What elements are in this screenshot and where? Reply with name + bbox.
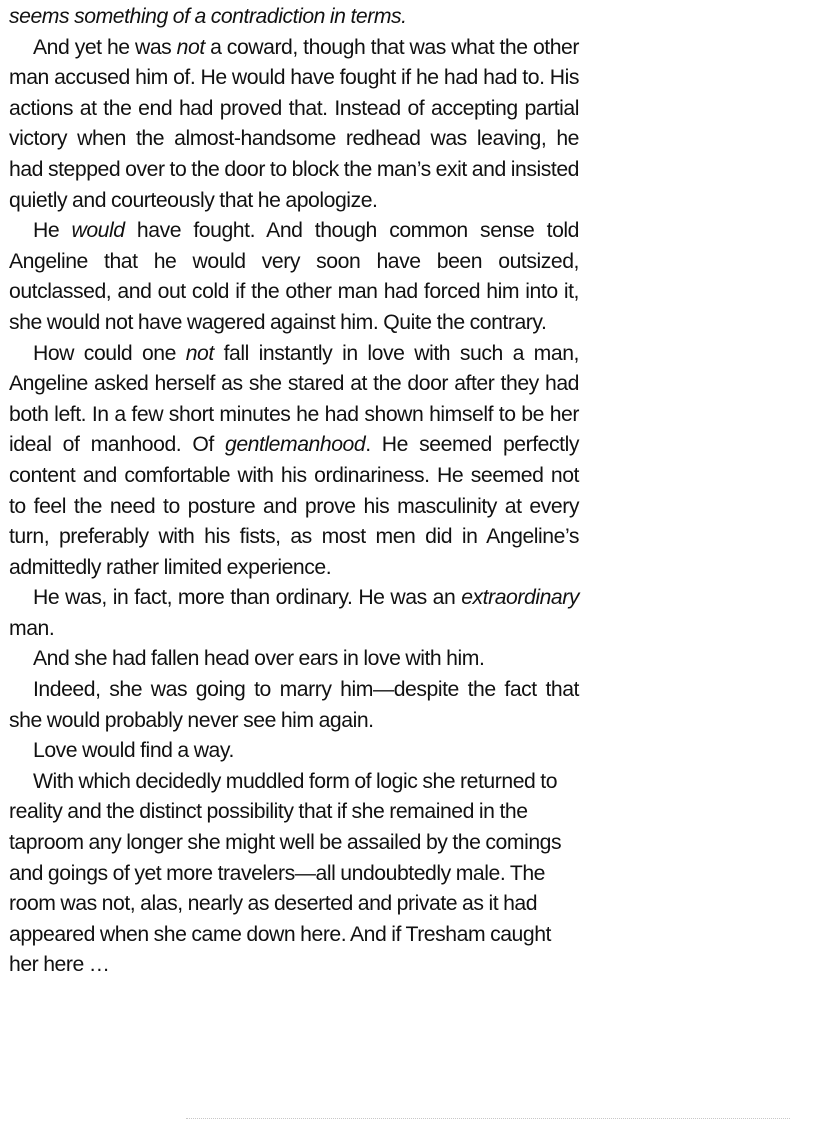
italic-run: not <box>176 35 205 59</box>
paragraph <box>9 339 579 584</box>
italic-run: extraordinary <box>461 586 579 610</box>
paragraph <box>9 583 579 644</box>
page-bottom-divider <box>186 1118 790 1119</box>
italic-run: seems something of a contradiction in terms. <box>9 5 407 28</box>
text-run: Love would find a way. <box>33 739 234 763</box>
paragraph <box>9 2 579 33</box>
italic-run: would <box>71 219 125 243</box>
paragraph <box>9 644 579 675</box>
text-run: Indeed, she was going to marry him—despite the fact that she would probably never see him again. <box>9 678 579 732</box>
text-run: How could one <box>33 341 186 365</box>
paragraph <box>9 767 579 981</box>
italic-run: not <box>185 341 214 365</box>
paragraph <box>9 736 579 767</box>
text-run: With which decidedly muddled form of logic she returned to reality and the distinct possibility that if she remained in the taproom any longer she might well be assailed by the comings and goings of yet more travelers—all undoubtedly male. The room was not, alas, nearly as deserted and private as it had appeared when she came down here. And if Tresham caught her here … <box>9 769 562 977</box>
paragraph <box>9 33 579 217</box>
text-run: fall instantly in love with such a man, Angeline asked herself as she stared at the door after they had both left. In a few short minutes he had shown himself to be her ideal of manhood. Of <box>9 341 579 457</box>
text-run: . He seemed perfectly content and comfortable with his ordinariness. He seemed not to feel the need to posture and prove his masculinity at every turn, preferably with his fists, as most men did in Angeline’s admittedly rather limited experience. <box>9 433 579 579</box>
text-run: He was, in fact, more than ordinary. He was an <box>33 586 462 610</box>
book-page-text <box>9 2 579 981</box>
paragraph <box>9 216 579 338</box>
paragraph <box>9 675 579 736</box>
text-run: And she had fallen head over ears in love with him. <box>33 647 485 671</box>
text-run: a coward, though that was what the other man accused him of. He would have fought if he had had to. His actions at the end had proved that. Instead of accepting partial victory when the almost-handsome redhead was leaving, he had stepped over to the door to block the man’s exit and insisted quietly and courteously that he apologize. <box>9 35 579 212</box>
text-run: He <box>33 219 72 243</box>
text-run: And yet he was <box>33 35 177 59</box>
italic-run: gentlemanhood <box>224 433 366 457</box>
text-run: man. <box>9 616 55 640</box>
text-run: have fought. And though common sense told Angeline that he would very soon have been outsized, outclassed, and out cold if the other man had forced him into it, she would not have wagered against him. Quite the contrary. <box>9 219 579 334</box>
